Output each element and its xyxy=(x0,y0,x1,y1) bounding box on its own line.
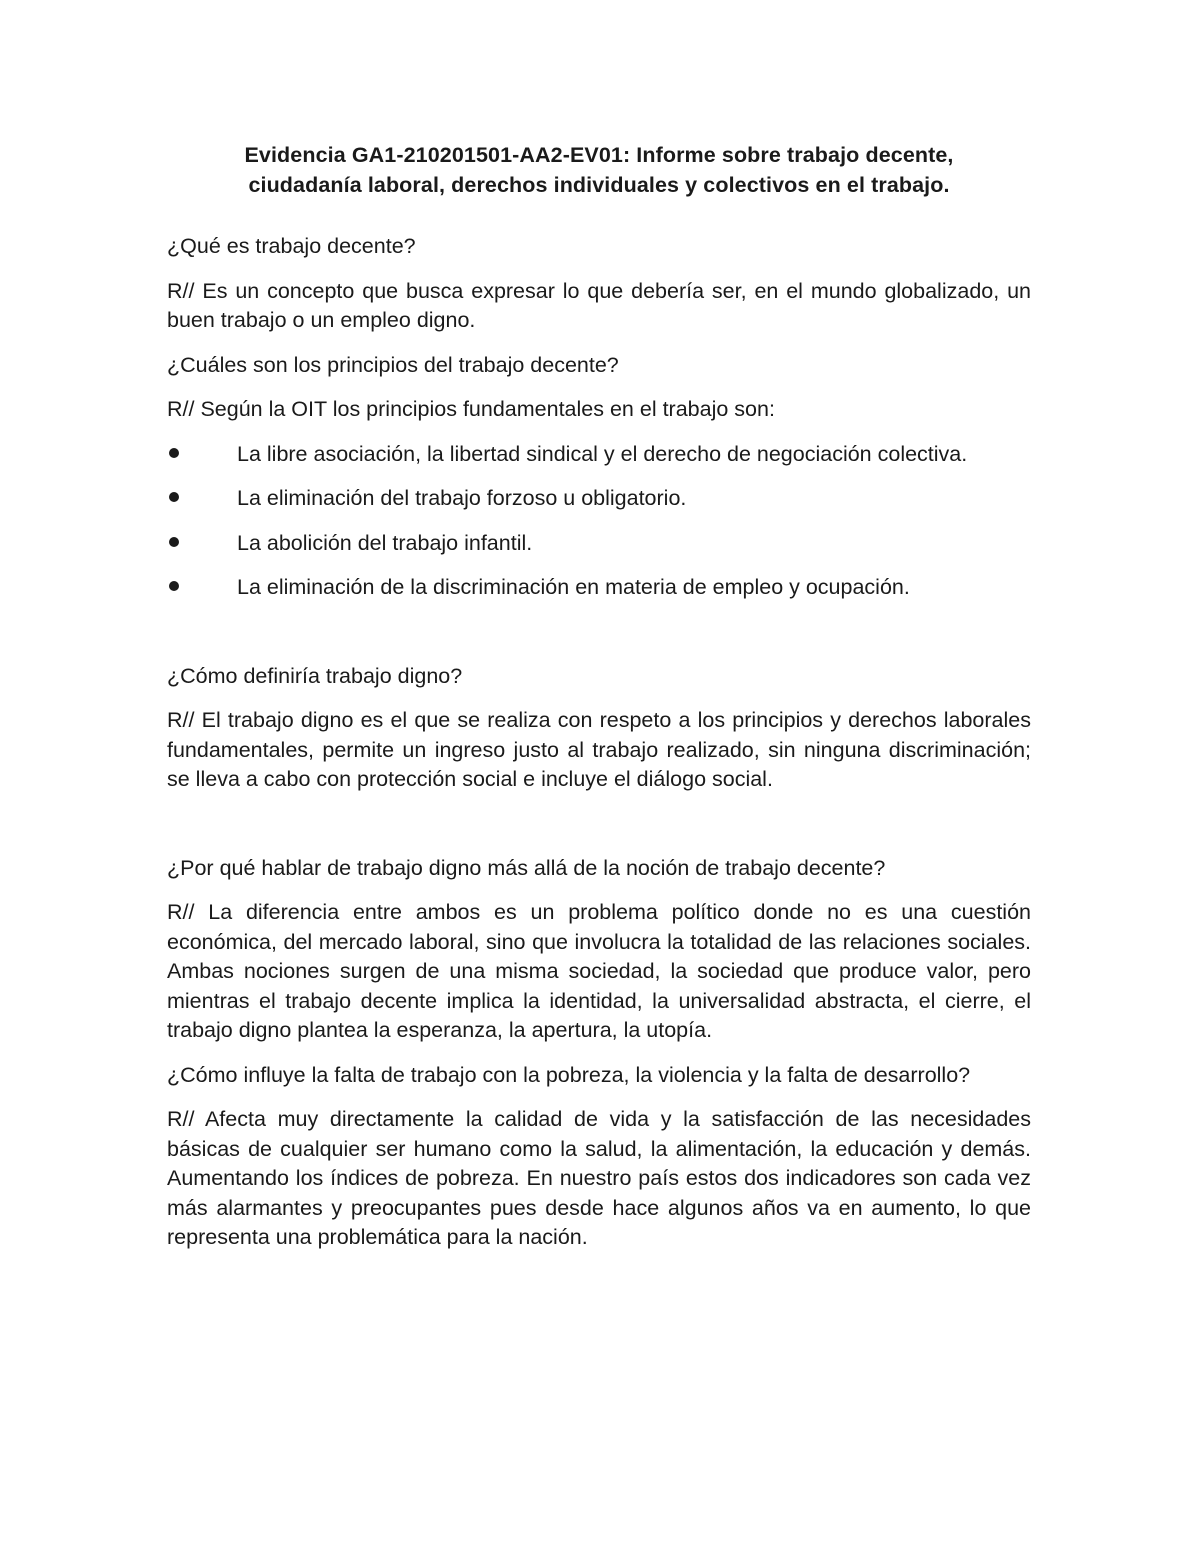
bullet-icon xyxy=(169,448,179,458)
title-line-2: ciudadanía laboral, derechos individuales y colectivos en el trabajo. xyxy=(248,173,950,197)
question-5: ¿Cómo influye la falta de trabajo con la pobreza, la violencia y la falta de desarrollo? xyxy=(167,1062,971,1087)
list-item xyxy=(167,573,1031,603)
answer-1: R// Es un concepto que busca expresar lo que debería ser, en el mundo globalizado, un buen trabajo o un empleo digno. xyxy=(167,278,1031,332)
question-4: ¿Por qué hablar de trabajo digno más allá de la noción de trabajo decente? xyxy=(167,855,886,880)
question-1: ¿Qué es trabajo decente? xyxy=(167,234,416,258)
list-item xyxy=(167,484,1031,514)
list-item-text: La eliminación del trabajo forzoso u obligatorio. xyxy=(237,486,687,510)
bullet-icon xyxy=(169,537,179,547)
answer-4: R// La diferencia entre ambos es un problema político donde no es una cuestión económica, del mercado laboral, sino que involucra la totalidad de las relaciones sociales. Ambas nociones surgen de una misma sociedad, la sociedad que produce valor, pero mientras el trabajo decente implica la identidad, la universalidad abstracta, el cierre, el trabajo digno plantea la esperanza, la apertura, la utopía. xyxy=(167,900,1031,1042)
answer-2: R// Según la OIT los principios fundamentales en el trabajo son: xyxy=(167,397,775,421)
document-title xyxy=(167,140,1031,200)
document-body xyxy=(167,140,1031,1268)
list-item-text: La abolición del trabajo infantil. xyxy=(237,530,533,555)
principles-list xyxy=(167,440,1031,603)
question-2: ¿Cuáles son los principios del trabajo decente? xyxy=(167,352,619,377)
answer-5: R// Afecta muy directamente la calidad de vida y la satisfacción de las necesidades básicas de cualquier ser humano como la salud, la alimentación, la educación y demás. Aumentando los índices de pobreza. En nuestro país estos dos indicadores son cada vez más alarmantes y preocupantes pues desde hace algunos años va en aumento, lo que representa una problemática para la nación. xyxy=(167,1107,1031,1249)
bullet-icon xyxy=(169,581,179,591)
title-line-1: Evidencia GA1-210201501-AA2-EV01: Informe sobre trabajo decente, xyxy=(244,143,954,167)
spacer xyxy=(167,810,1031,854)
spacer xyxy=(167,618,1031,662)
list-item xyxy=(167,529,1031,559)
bullet-icon xyxy=(169,492,179,502)
list-item-text: La libre asociación, la libertad sindical y el derecho de negociación colectiva. xyxy=(237,441,968,466)
list-item xyxy=(167,440,1031,470)
answer-3: R// El trabajo digno es el que se realiza con respeto a los principios y derechos laborales fundamentales, permite un ingreso justo al trabajo realizado, sin ninguna discriminación; se lleva a cabo con protección social e incluye el diálogo social. xyxy=(167,708,1031,791)
list-item-text: La eliminación de la discriminación en materia de empleo y ocupación. xyxy=(237,575,910,599)
question-3: ¿Cómo definiría trabajo digno? xyxy=(167,663,463,688)
